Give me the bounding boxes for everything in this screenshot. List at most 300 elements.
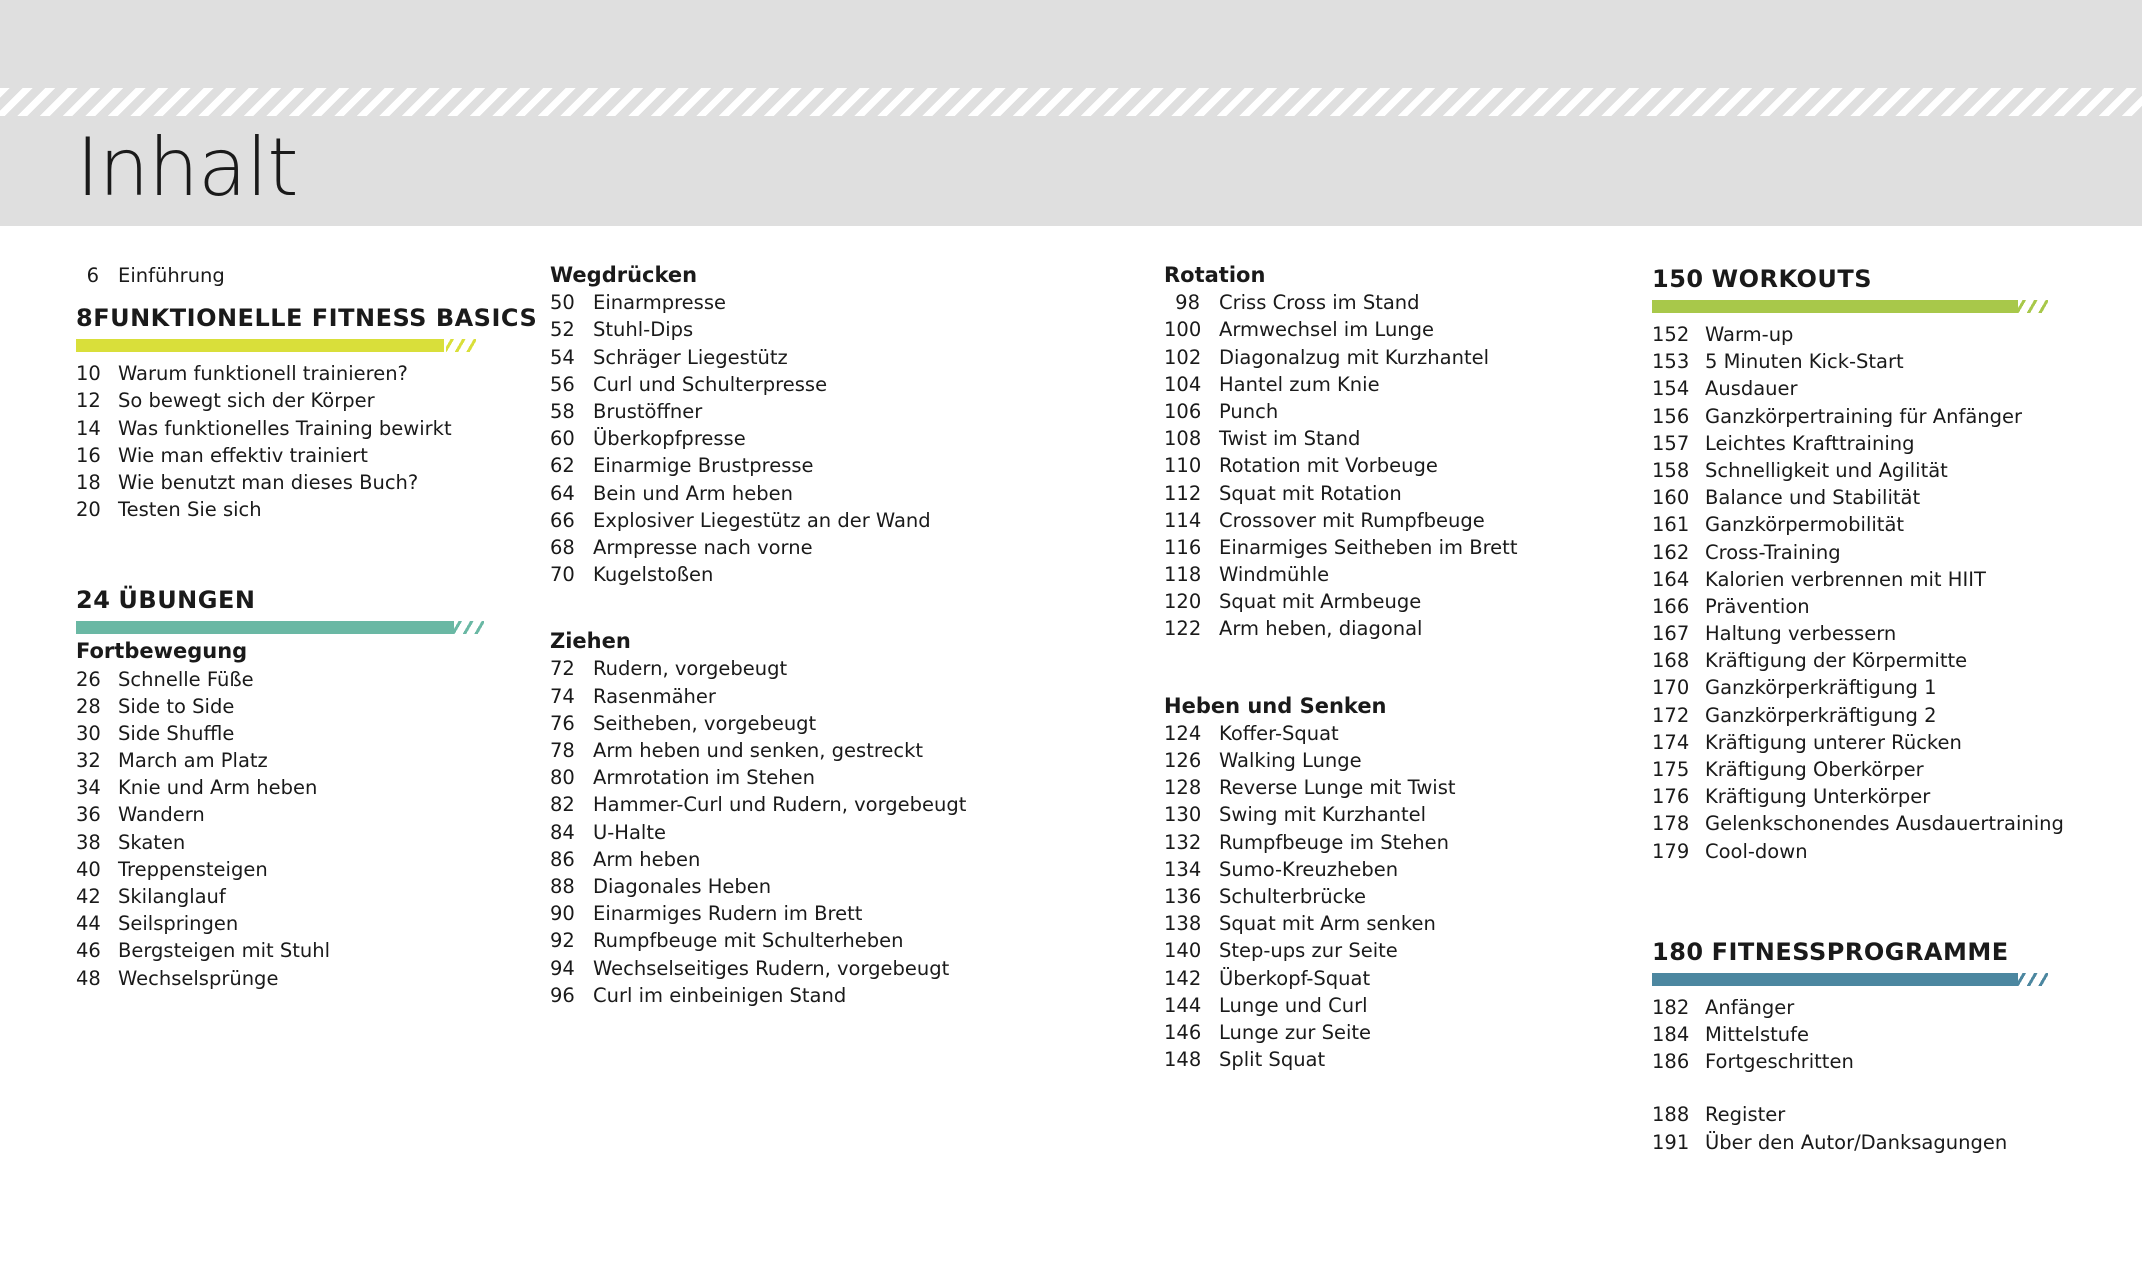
toc-entry[interactable] [1164, 883, 1644, 910]
page-number: 94 [550, 956, 575, 980]
entry-label: Arm heben und senken, gestreckt [593, 739, 924, 762]
entry-label: Squat mit Armbeuge [1219, 590, 1422, 614]
page-number: 138 [1164, 912, 1202, 936]
page-number: 172 [1652, 703, 1690, 727]
page-number: 40 [76, 857, 101, 881]
toc-entry[interactable] [550, 655, 1050, 682]
toc-entry[interactable] [1164, 965, 1644, 992]
toc-entry[interactable] [1164, 992, 1644, 1019]
toc-entry[interactable] [550, 819, 1050, 846]
toc-entry[interactable] [1652, 403, 2092, 430]
entry-label: Curl und Schulterpresse [593, 372, 828, 396]
toc-entry[interactable] [76, 801, 476, 828]
page-number: 116 [1164, 535, 1202, 559]
toc-entry[interactable] [1652, 1021, 2092, 1048]
toc-entry[interactable] [76, 666, 476, 693]
toc-entry[interactable] [1164, 1019, 1644, 1046]
toc-entry[interactable] [550, 534, 1050, 561]
page-number: 110 [1164, 454, 1202, 478]
toc-entry[interactable] [1164, 425, 1644, 452]
entry-label: March am Platz [118, 749, 268, 773]
toc-entry[interactable] [550, 982, 1050, 1009]
page-number: 188 [1652, 1103, 1690, 1127]
chapter-heading-workouts[interactable] [1652, 262, 2092, 296]
entry-label: Register [1705, 1103, 1786, 1127]
toc-entry[interactable] [1164, 452, 1644, 479]
page-number: 100 [1164, 318, 1202, 342]
entry-label: Einarmpresse [593, 291, 726, 315]
toc-entry[interactable] [1164, 507, 1644, 534]
entry-label: Crossover mit Rumpfbeuge [1219, 508, 1485, 532]
toc-entry[interactable] [76, 720, 476, 747]
toc-entry[interactable] [1164, 316, 1644, 343]
toc-entry[interactable] [76, 262, 476, 289]
entry-label: Lunge zur Seite [1219, 1020, 1372, 1044]
toc-entry[interactable] [550, 791, 1050, 818]
entry-label: Armrotation im Stehen [593, 766, 816, 790]
page-number: 191 [1652, 1130, 1690, 1154]
toc-entry[interactable] [1164, 910, 1644, 937]
toc-entry[interactable] [1164, 588, 1644, 615]
entry-label: Diagonales Heben [593, 874, 772, 898]
entry-label: Rumpfbeuge im Stehen [1219, 830, 1449, 854]
entry-label: U-Halte [593, 820, 666, 844]
entry-label: Balance und Stabilität [1705, 486, 1921, 510]
page-number: 167 [1652, 622, 1690, 646]
toc-entry[interactable] [1652, 620, 2092, 647]
toc-entry[interactable] [76, 360, 476, 387]
page-number: 44 [76, 912, 101, 936]
entry-label: Gelenkschonendes Ausdauertraining [1705, 812, 2064, 836]
entry-label: Squat mit Arm senken [1219, 912, 1436, 936]
toc-entry[interactable] [76, 442, 476, 469]
toc-entry[interactable] [550, 398, 1050, 425]
entry-label: Über den Autor/Danksagungen [1705, 1130, 2008, 1154]
toc-entry[interactable] [1652, 756, 2092, 783]
page-number: 10 [76, 362, 101, 386]
entry-label: So bewegt sich der Körper [118, 389, 375, 413]
entry-label: Side to Side [118, 694, 235, 718]
toc-entry[interactable] [1164, 801, 1644, 828]
toc-entry[interactable] [1652, 1129, 2092, 1156]
section-subheading: Rotation [1164, 263, 1266, 287]
entry-label: Side Shuffle [118, 721, 235, 745]
toc-entry[interactable] [1164, 747, 1644, 774]
chapter-bar-programme [1652, 973, 2044, 986]
page-number: 78 [550, 739, 575, 762]
page-number: 120 [1164, 590, 1202, 614]
page-number: 104 [1164, 372, 1202, 396]
page-number: 46 [76, 939, 101, 963]
page-number: 88 [550, 874, 575, 898]
entry-label: Ganzkörperkräftigung 1 [1705, 676, 1937, 700]
entry-label: Walking Lunge [1219, 749, 1362, 772]
toc-entry[interactable] [76, 937, 476, 964]
toc-entry[interactable] [550, 316, 1050, 343]
toc-entry[interactable] [1164, 1046, 1644, 1073]
page-number: 86 [550, 847, 575, 871]
entry-label: Seilspringen [118, 912, 239, 936]
toc-entry[interactable] [1652, 647, 2092, 674]
toc-entry[interactable] [1652, 484, 2092, 511]
page-number: 184 [1652, 1022, 1690, 1046]
page-number: 168 [1652, 649, 1690, 673]
page-number: 175 [1652, 758, 1690, 781]
chapter-page-number: 24 [76, 586, 111, 615]
entry-label: Bergsteigen mit Stuhl [118, 939, 330, 963]
toc-entry[interactable] [76, 910, 476, 937]
page-number: 158 [1652, 458, 1690, 482]
toc-entry[interactable] [550, 561, 1050, 588]
page-number: 38 [76, 830, 101, 854]
page-number: 118 [1164, 563, 1202, 587]
toc-entry[interactable] [550, 344, 1050, 371]
entry-label: Arm heben [593, 847, 701, 871]
chapter-heading-uebungen[interactable] [76, 583, 476, 617]
page-number: 16 [76, 443, 101, 467]
toc-entry[interactable] [1652, 430, 2092, 457]
toc-entry[interactable] [76, 415, 476, 442]
toc-entry[interactable] [550, 425, 1050, 452]
toc-entry[interactable] [1652, 1048, 2092, 1075]
page-number: 142 [1164, 966, 1202, 990]
toc-entry[interactable] [1164, 615, 1644, 642]
toc-entry[interactable] [1652, 838, 2092, 865]
page-number: 174 [1652, 730, 1690, 754]
entry-label: Sumo-Kreuzheben [1219, 857, 1399, 881]
entry-label: Bein und Arm heben [593, 481, 793, 505]
page-number: 162 [1652, 540, 1690, 564]
entry-label: Einarmiges Seitheben im Brett [1219, 535, 1518, 559]
page-number: 32 [76, 749, 101, 773]
toc-entry[interactable] [1652, 566, 2092, 593]
toc-entry[interactable] [1164, 937, 1644, 964]
page-number: 84 [550, 820, 575, 844]
toc-entry[interactable] [1652, 593, 2092, 620]
chapter-heading-programme[interactable] [1652, 935, 2092, 969]
entry-label: Twist im Stand [1219, 427, 1361, 451]
toc-entry[interactable] [76, 747, 476, 774]
page-number: 82 [550, 793, 575, 817]
chapter-title: WORKOUTS [1711, 265, 1873, 293]
entry-label: Kräftigung Unterkörper [1705, 785, 1931, 809]
entry-label: Testen Sie sich [118, 498, 262, 522]
toc-entry[interactable] [550, 900, 1050, 927]
entry-label: Wandern [118, 803, 205, 827]
page-number: 28 [76, 694, 101, 718]
toc-entry[interactable] [1652, 321, 2092, 348]
toc-entry[interactable] [76, 496, 476, 523]
toc-entry[interactable] [1164, 774, 1644, 801]
entry-label: Überkopf-Squat [1219, 966, 1371, 990]
entry-label: Warum funktionell trainieren? [118, 362, 408, 386]
entry-label: Treppensteigen [118, 857, 268, 881]
toc-entry[interactable] [76, 774, 476, 801]
page-number: 144 [1164, 993, 1202, 1017]
entry-label: Criss Cross im Stand [1219, 291, 1420, 315]
entry-label: Was funktionelles Training bewirkt [118, 416, 452, 440]
page-number: 76 [550, 711, 575, 735]
entry-label: Einarmige Brustpresse [593, 454, 814, 478]
section-subheading: Fortbewegung [76, 639, 248, 664]
entry-label: Haltung verbessern [1705, 622, 1897, 646]
toc-column-1 [76, 262, 538, 992]
toc-entry[interactable] [1652, 994, 2092, 1021]
toc-entry[interactable] [1164, 561, 1644, 588]
entry-label: Step-ups zur Seite [1219, 939, 1398, 963]
entry-label: Windmühle [1219, 563, 1330, 587]
page-number: 80 [550, 766, 575, 790]
entry-label: Kugelstoßen [593, 563, 714, 587]
entry-label: 5 Minuten Kick-Start [1705, 350, 1904, 374]
entry-label: Curl im einbeinigen Stand [593, 983, 847, 1007]
toc-entry[interactable] [1652, 1101, 2092, 1128]
page-number: 134 [1164, 857, 1202, 881]
page-number: 54 [550, 345, 575, 369]
entry-label: Skilanglauf [118, 885, 226, 908]
entry-label: Warm-up [1705, 323, 1794, 346]
toc-entry[interactable] [1652, 810, 2092, 837]
page-number: 136 [1164, 884, 1202, 908]
page-number: 146 [1164, 1020, 1202, 1044]
page-number: 30 [76, 721, 101, 745]
entry-label: Armpresse nach vorne [593, 535, 813, 559]
toc-entry[interactable] [1164, 720, 1644, 747]
entry-label: Wechselsprünge [118, 966, 279, 990]
entry-label: Hammer-Curl und Rudern, vorgebeugt [593, 793, 967, 817]
page-number: 70 [550, 563, 575, 587]
toc-entry[interactable] [1164, 344, 1644, 371]
entry-label: Einarmiges Rudern im Brett [593, 902, 863, 926]
page-number: 130 [1164, 803, 1202, 827]
toc-entry[interactable] [1164, 480, 1644, 507]
chapter-bar-uebungen [76, 621, 476, 634]
chapter-title: FUNKTIONELLE FITNESS BASICS [93, 304, 538, 333]
page-number: 122 [1164, 617, 1202, 641]
toc-entry[interactable] [76, 693, 476, 720]
toc-entry[interactable] [1652, 457, 2092, 484]
entry-label: Ganzkörperkräftigung 2 [1705, 703, 1937, 727]
toc-entry[interactable] [1652, 539, 2092, 566]
toc-entry[interactable] [550, 927, 1050, 954]
entry-label: Punch [1219, 399, 1279, 423]
section-subheading: Wegdrücken [550, 263, 698, 287]
toc-entry[interactable] [1652, 375, 2092, 402]
page-number: 26 [76, 667, 101, 691]
page-number: 126 [1164, 749, 1202, 772]
toc-entry[interactable] [550, 737, 1050, 764]
entry-label: Anfänger [1705, 995, 1795, 1019]
page-number: 161 [1652, 513, 1690, 537]
toc-entry[interactable] [1164, 371, 1644, 398]
entry-label: Ganzkörpertraining für Anfänger [1705, 404, 2023, 428]
entry-label: Knie und Arm heben [118, 776, 318, 800]
hatched-stripe [0, 88, 2142, 116]
entry-label: Armwechsel im Lunge [1219, 318, 1435, 342]
toc-entry[interactable] [1164, 829, 1644, 856]
toc-entry[interactable] [76, 469, 476, 496]
toc-entry[interactable] [76, 387, 476, 414]
entry-label: Schnelle Füße [118, 667, 254, 691]
toc-entry[interactable] [1652, 674, 2092, 701]
page-number: 176 [1652, 785, 1690, 809]
entry-label: Schräger Liegestütz [593, 345, 788, 369]
toc-entry[interactable] [550, 955, 1050, 982]
page-number: 58 [550, 399, 575, 423]
page-number: 20 [76, 498, 101, 522]
chapter-page-number: 180 [1652, 937, 1704, 966]
page-number: 153 [1652, 350, 1690, 374]
page-number: 160 [1652, 486, 1690, 510]
page-number: 12 [76, 389, 101, 413]
page-number: 50 [550, 291, 575, 315]
toc-entry[interactable] [1652, 702, 2092, 729]
entry-label: Rasenmäher [593, 684, 716, 708]
toc-column-4 [1652, 262, 2092, 1156]
entry-label: Schnelligkeit und Agilität [1705, 458, 1948, 482]
entry-label: Split Squat [1219, 1048, 1326, 1072]
toc-entry[interactable] [550, 710, 1050, 737]
page-number: 170 [1652, 676, 1690, 700]
page-title: Inhalt [76, 121, 298, 214]
toc-entry[interactable] [1164, 289, 1644, 316]
chapter-bar-basics [76, 339, 476, 352]
page-number: 179 [1652, 839, 1690, 863]
toc-entry[interactable] [1652, 729, 2092, 756]
page-number: 182 [1652, 995, 1690, 1019]
toc-entry[interactable] [1164, 398, 1644, 425]
entry-label: Diagonalzug mit Kurzhantel [1219, 345, 1490, 369]
title-banner [0, 0, 2142, 226]
page-number: 64 [550, 481, 575, 505]
page-number: 156 [1652, 404, 1690, 428]
page-number: 48 [76, 966, 101, 990]
page-number: 148 [1164, 1048, 1202, 1072]
entry-label: Lunge und Curl [1219, 993, 1368, 1017]
page-number: 56 [550, 372, 575, 396]
page-number: 72 [550, 657, 575, 681]
page-number: 108 [1164, 427, 1202, 451]
page-number: 52 [550, 318, 575, 342]
page-number: 62 [550, 454, 575, 478]
page-number: 186 [1652, 1050, 1690, 1074]
toc-entry[interactable] [76, 856, 476, 883]
toc-entry[interactable] [76, 883, 476, 910]
toc-entry[interactable] [550, 480, 1050, 507]
entry-label: Wie man effektiv trainiert [118, 443, 368, 467]
page-number: 18 [76, 470, 101, 494]
page-number: 96 [550, 983, 575, 1007]
chapter-heading-basics[interactable] [76, 301, 538, 335]
entry-label: Squat mit Rotation [1219, 481, 1402, 505]
entry-label: Leichtes Krafttraining [1705, 431, 1915, 455]
entry-label: Swing mit Kurzhantel [1219, 803, 1427, 827]
page-number: 90 [550, 902, 575, 926]
page-number: 178 [1652, 812, 1690, 836]
page-number: 98 [1175, 291, 1200, 315]
chapter-bar-workouts [1652, 300, 2044, 313]
entry-label: Seitheben, vorgebeugt [593, 711, 817, 735]
page-number: 6 [86, 264, 99, 287]
page-number: 42 [76, 885, 101, 908]
entry-label: Rudern, vorgebeugt [593, 657, 788, 681]
section-subheading: Ziehen [550, 629, 631, 654]
toc-entry[interactable] [1652, 348, 2092, 375]
toc-entry[interactable] [550, 289, 1050, 316]
entry-label: Explosiver Liegestütz an der Wand [593, 508, 931, 532]
page-number: 14 [76, 416, 101, 440]
page-number: 114 [1164, 508, 1202, 532]
chapter-page-number: 8 [76, 304, 94, 333]
page-number: 66 [550, 508, 575, 532]
page-number: 112 [1164, 481, 1202, 505]
page-number: 166 [1652, 594, 1690, 618]
entry-label: Stuhl-Dips [593, 318, 694, 342]
entry-label: Fortgeschritten [1705, 1050, 1854, 1074]
toc-entry[interactable] [1652, 783, 2092, 810]
entry-label: Hantel zum Knie [1219, 372, 1380, 396]
toc-entry[interactable] [1652, 511, 2092, 538]
entry-label: Kräftigung unterer Rücken [1705, 730, 1962, 754]
entry-label: Einführung [118, 264, 225, 287]
entry-label: Arm heben, diagonal [1219, 617, 1423, 641]
toc-entry[interactable] [550, 846, 1050, 873]
entry-label: Überkopfpresse [593, 427, 746, 451]
entry-label: Cross-Training [1705, 540, 1841, 564]
entry-label: Cool-down [1705, 839, 1808, 863]
toc-entry[interactable] [1164, 856, 1644, 883]
toc-entry[interactable] [1164, 534, 1644, 561]
entry-label: Skaten [118, 830, 186, 854]
toc-column-2 [550, 262, 1050, 1009]
entry-label: Koffer-Squat [1219, 721, 1339, 745]
entry-label: Wechselseitiges Rudern, vorgebeugt [593, 956, 950, 980]
page-number: 36 [76, 803, 101, 827]
entry-label: Prävention [1705, 594, 1810, 618]
chapter-page-number: 150 [1652, 265, 1704, 293]
page-number: 140 [1164, 939, 1202, 963]
page-number: 106 [1164, 399, 1202, 423]
entry-label: Wie benutzt man dieses Buch? [118, 470, 419, 494]
entry-label: Kräftigung Oberkörper [1705, 758, 1924, 781]
entry-label: Brustöffner [593, 399, 703, 423]
page-number: 152 [1652, 323, 1690, 346]
toc-entry[interactable] [550, 873, 1050, 900]
page-number: 132 [1164, 830, 1202, 854]
toc-entry[interactable] [550, 507, 1050, 534]
toc-entry[interactable] [76, 965, 476, 992]
page-number: 128 [1164, 776, 1202, 800]
page-number: 92 [550, 929, 575, 953]
entry-label: Ausdauer [1705, 377, 1798, 401]
toc-entry[interactable] [76, 829, 476, 856]
page-number: 68 [550, 535, 575, 559]
toc-column-3 [1164, 262, 1644, 1073]
chapter-title: ÜBUNGEN [118, 586, 256, 615]
toc-entry[interactable] [550, 452, 1050, 479]
toc-entry[interactable] [550, 371, 1050, 398]
page-number: 34 [76, 776, 101, 800]
page-number: 60 [550, 427, 575, 451]
chapter-title: FITNESSPROGRAMME [1711, 937, 2009, 966]
entry-label: Reverse Lunge mit Twist [1219, 776, 1456, 800]
page-number: 154 [1652, 377, 1690, 401]
page-number: 102 [1164, 345, 1202, 369]
toc-entry[interactable] [550, 683, 1050, 710]
entry-label: Mittelstufe [1705, 1022, 1809, 1046]
toc-entry[interactable] [550, 764, 1050, 791]
page-number: 74 [550, 684, 575, 708]
